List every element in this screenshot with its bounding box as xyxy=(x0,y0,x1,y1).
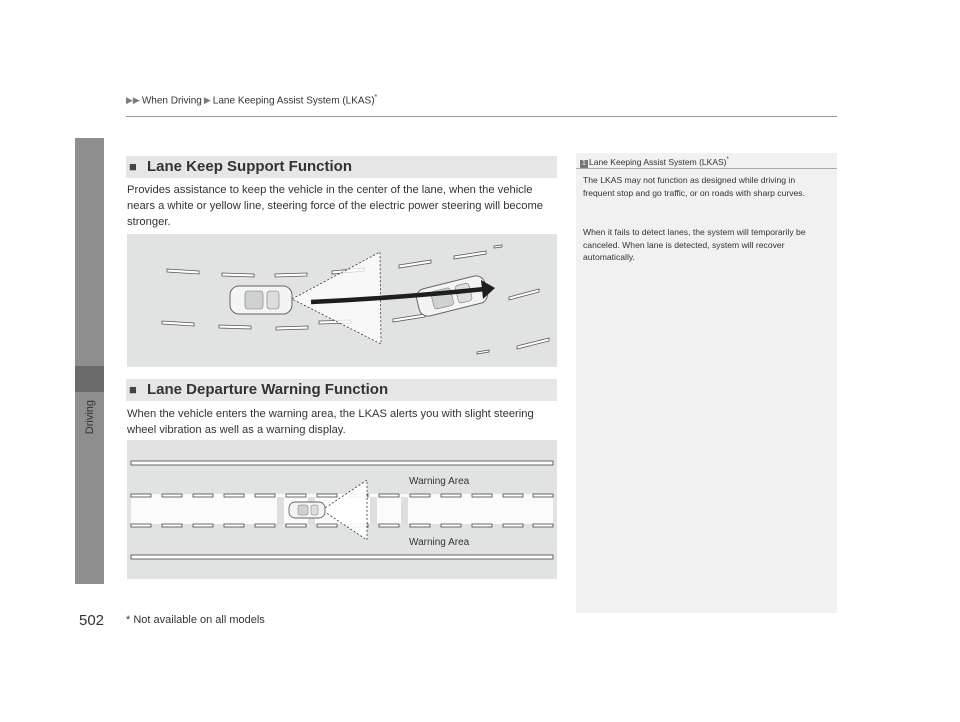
section-heading-lane-keep-support xyxy=(126,156,557,178)
sidebar-paragraph: The LKAS may not function as designed while driving in frequent stop and go traffic, or on roads with sharp curves. xyxy=(583,175,805,198)
footnote: * Not available on all models xyxy=(126,614,265,626)
sidebar-paragraph: When it fails to detect lanes, the system will temporarily be canceled. When lane is detected, system will recover automatically. xyxy=(583,227,806,262)
section-heading-lane-departure-warning xyxy=(126,379,557,401)
breadcrumb xyxy=(126,94,377,106)
car-icon xyxy=(230,286,292,314)
chapter-tab-marker xyxy=(75,366,104,392)
lane-departure-warning-diagram xyxy=(127,440,557,579)
square-bullet-icon: ■ xyxy=(129,382,137,397)
note-sidebar xyxy=(576,153,837,613)
section-title: Lane Keep Support Function xyxy=(147,158,352,175)
section-paragraph: Provides assistance to keep the vehicle in the center of the lane, when the vehicle nears a white or yellow line, steering force of the electric power steering will become stronger. xyxy=(127,184,543,228)
sidebar-title-text: Lane Keeping Assist System (LKAS) xyxy=(589,157,727,167)
breadcrumb-item-when-driving: When Driving xyxy=(141,95,202,107)
section-title: Lane Departure Warning Function xyxy=(147,381,389,398)
chapter-label: Driving xyxy=(84,400,96,435)
lane-keep-support-diagram xyxy=(127,234,557,367)
square-bullet-icon: ■ xyxy=(129,159,137,174)
chapter-tab xyxy=(75,138,104,584)
section-paragraph: When the vehicle enters the warning area, the LKAS alerts you with slight steering wheel vibration as well as a warning display. xyxy=(127,408,534,436)
sidebar-divider xyxy=(576,168,837,169)
asterisk-mark: * xyxy=(726,157,729,164)
header-divider xyxy=(126,116,837,117)
warning-area-label-top: Warning Area xyxy=(409,476,470,487)
arrow-icon: ▶▶ xyxy=(126,95,140,106)
breadcrumb-item-lkas: Lane Keeping Assist System (LKAS) xyxy=(212,95,375,107)
sidebar-title xyxy=(580,157,729,168)
reference-icon: 1 xyxy=(580,160,588,168)
page-number: 502 xyxy=(79,612,105,629)
car-icon xyxy=(289,502,325,518)
arrow-icon: ▶ xyxy=(203,95,211,106)
warning-area-label-bottom: Warning Area xyxy=(409,537,470,548)
asterisk-mark: * xyxy=(374,94,378,101)
